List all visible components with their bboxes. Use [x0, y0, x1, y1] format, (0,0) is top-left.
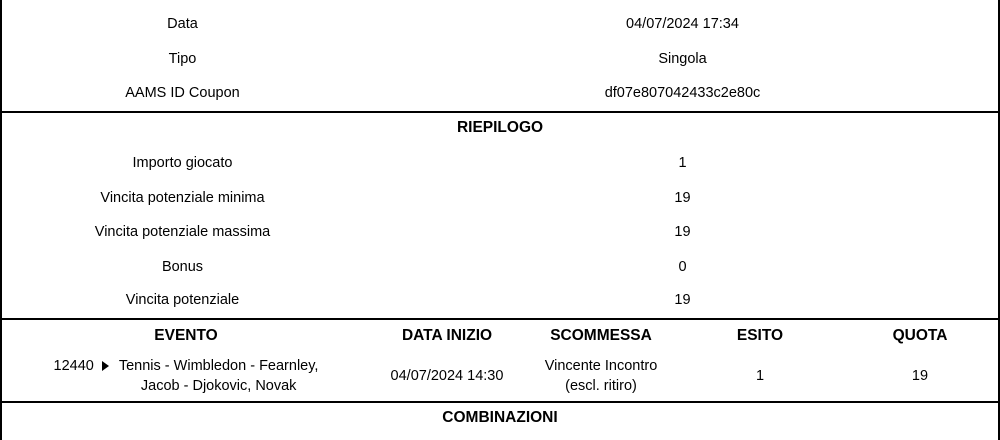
bet-line-2: (escl. ritiro): [565, 378, 637, 394]
event-start-date: 04/07/2024 14:30: [390, 368, 504, 384]
combinazioni-title: COMBINAZIONI: [442, 409, 558, 426]
event-bet-type: [522, 352, 680, 400]
info-row-coupon-id: [0, 75, 1000, 110]
col-header-evento: EVENTO: [154, 327, 218, 344]
riepilogo-value: 0: [678, 258, 687, 275]
event-cell: [0, 352, 372, 400]
caret-right-icon[interactable]: [102, 361, 109, 371]
col-header-quota: QUOTA: [892, 327, 948, 344]
info-label: Data: [167, 15, 198, 32]
event-description: [119, 356, 319, 396]
riepilogo-label: Vincita potenziale: [125, 291, 240, 308]
col-header-scommessa: SCOMMESSA: [550, 327, 652, 344]
event-row: [0, 352, 1000, 400]
riepilogo-label: Vincita potenziale minima: [100, 189, 265, 206]
riepilogo-row: [0, 145, 1000, 180]
riepilogo-value: 19: [674, 291, 691, 308]
info-label: AAMS ID Coupon: [125, 84, 240, 101]
events-header-row: [0, 321, 1000, 351]
riepilogo-value: 1: [678, 154, 687, 171]
col-header-data-inizio: DATA INIZIO: [401, 327, 493, 344]
info-row-data: [0, 6, 1000, 41]
event-line-1: Tennis - Wimbledon - Fearnley,: [118, 358, 319, 374]
riepilogo-value: 19: [674, 223, 691, 240]
info-row-tipo: [0, 41, 1000, 76]
info-label: Tipo: [168, 50, 197, 67]
info-value: Singola: [658, 50, 707, 67]
riepilogo-label: Bonus: [161, 258, 204, 275]
riepilogo-label: Vincita potenziale massima: [94, 223, 271, 240]
riepilogo-row: [0, 282, 1000, 317]
event-id: 12440: [53, 358, 94, 374]
riepilogo-row: [0, 249, 1000, 284]
riepilogo-row: [0, 180, 1000, 215]
info-value: df07e807042433c2e80c: [604, 84, 761, 101]
riepilogo-title: RIEPILOGO: [456, 119, 544, 136]
riepilogo-label: Importo giocato: [132, 154, 233, 171]
event-outcome: 1: [755, 368, 765, 384]
event-odds: 19: [911, 368, 929, 384]
event-line-2: Jacob - Djokovic, Novak: [140, 378, 297, 394]
riepilogo-row: [0, 214, 1000, 249]
bet-line-1: Vincente Incontro: [544, 358, 658, 374]
riepilogo-value: 19: [674, 189, 691, 206]
divider: [0, 318, 1000, 320]
info-value: 04/07/2024 17:34: [626, 15, 739, 32]
col-header-esito: ESITO: [736, 327, 784, 344]
